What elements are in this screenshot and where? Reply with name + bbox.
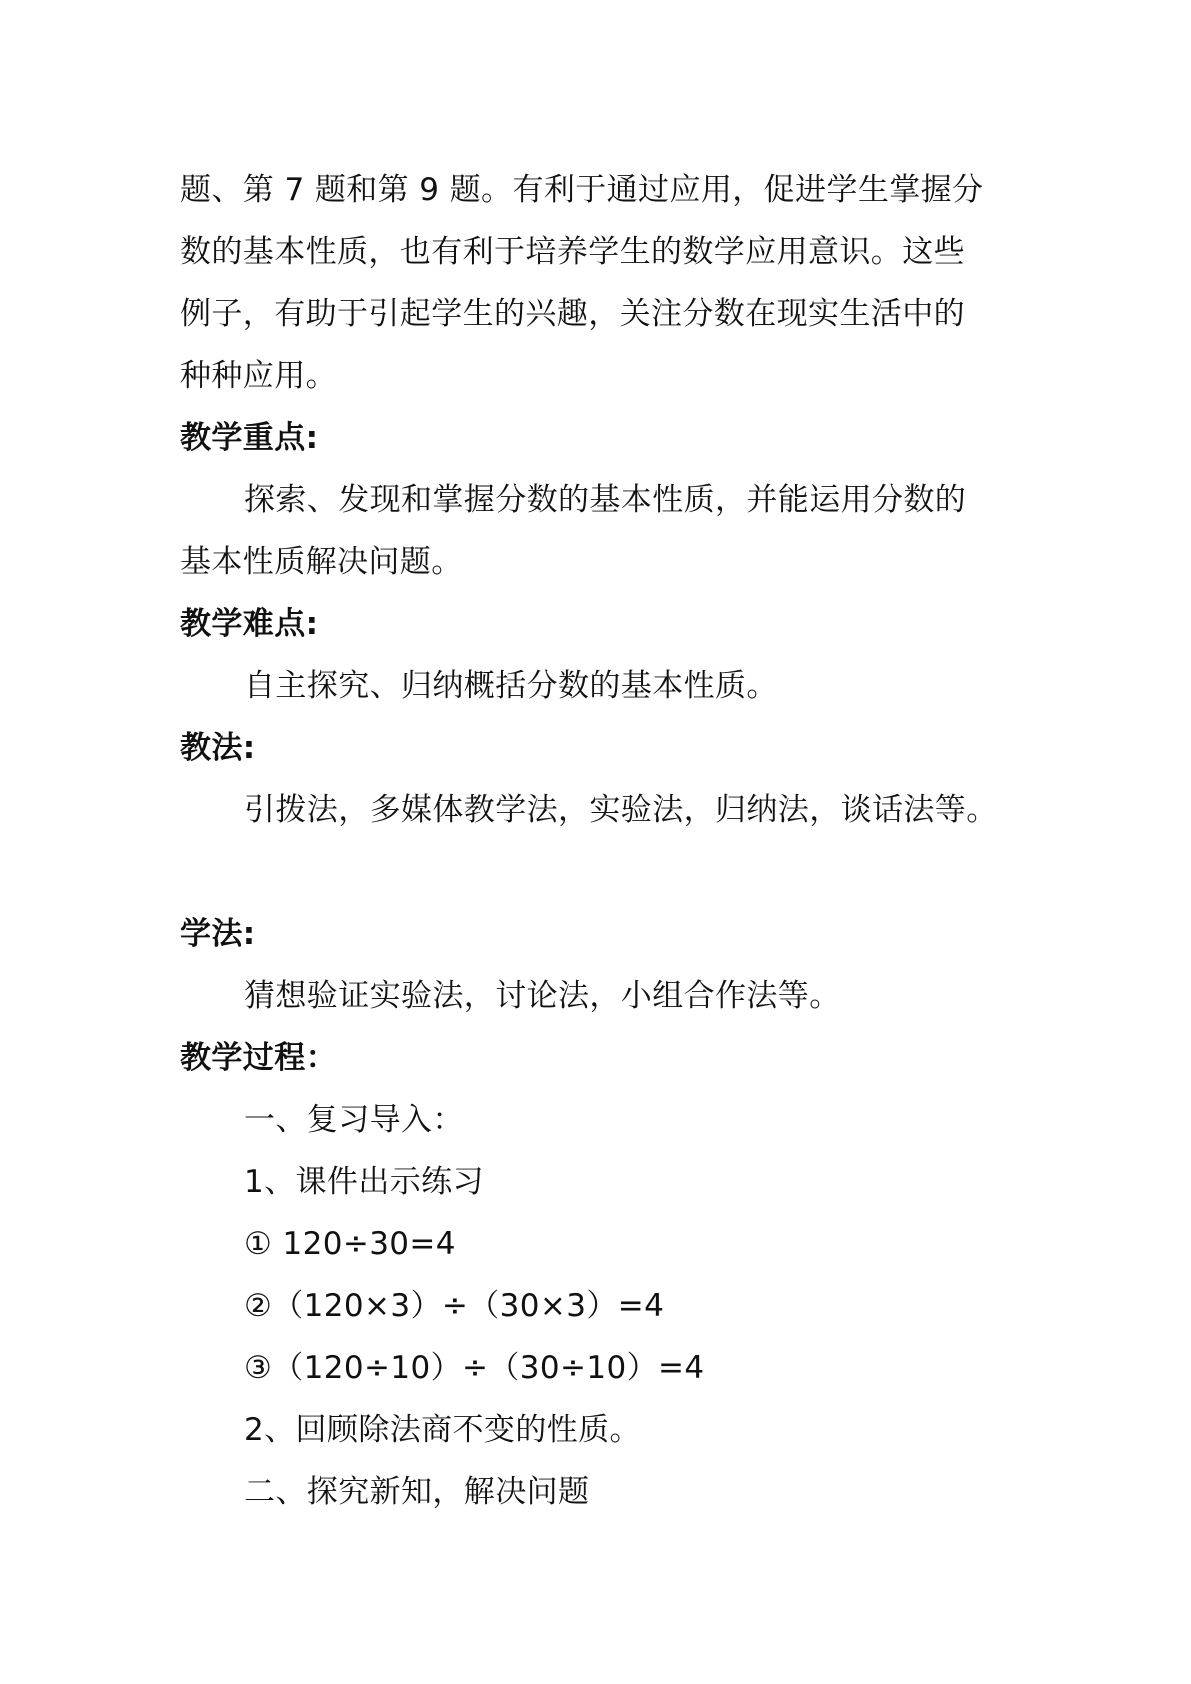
process-item: ②（120×3）÷（30×3）=4 (244, 1288, 665, 1324)
key-points-heading: 教学重点: (180, 420, 319, 456)
process-item: ③（120÷10）÷（30÷10）=4 (244, 1350, 705, 1386)
intro-line-2: 数的基本性质，也有利于培养学生的数学应用意识。这些 (180, 234, 965, 270)
key-points-line-2: 基本性质解决问题。 (180, 544, 463, 580)
teaching-methods-heading: 教法: (180, 730, 256, 766)
process-item: 二、探究新知，解决问题 (244, 1474, 590, 1510)
key-points-line-1: 探索、发现和掌握分数的基本性质，并能运用分数的 (244, 482, 967, 518)
difficulties-heading: 教学难点: (180, 606, 319, 642)
process-item: 2、回顾除法商不变的性质。 (244, 1412, 641, 1448)
process-item: 1、课件出示练习 (244, 1164, 484, 1200)
teaching-methods-line-1: 引拨法，多媒体教学法，实验法，归纳法，谈话法等。 (244, 792, 998, 828)
learning-methods-heading: 学法: (180, 916, 256, 952)
learning-methods-line-1: 猜想验证实验法，讨论法，小组合作法等。 (244, 978, 841, 1014)
process-heading: 教学过程： (180, 1040, 337, 1076)
difficulties-line-1: 自主探究、归纳概括分数的基本性质。 (244, 668, 778, 704)
process-item: 一、复习导入： (244, 1102, 464, 1138)
intro-line-3: 例子，有助于引起学生的兴趣，关注分数在现实生活中的 (180, 296, 965, 332)
process-item: ① 120÷30=4 (244, 1226, 456, 1262)
intro-line-1: 题、第 7 题和第 9 题。有利于通过应用，促进学生掌握分 (180, 172, 984, 208)
intro-line-4: 种种应用。 (180, 358, 337, 394)
